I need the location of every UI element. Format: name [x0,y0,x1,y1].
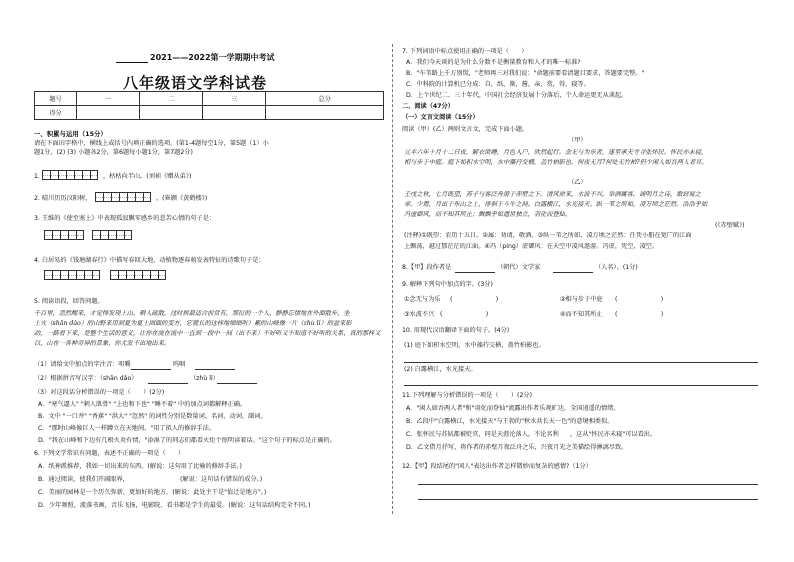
option-c: C．中科院的计算机已分成：自，纸，渐，酱，亲，赏，得，寝等。 [406,81,590,88]
passage-line: 千百里，忽然醒来，才觉得发现土山，剩人疏散，这时候最适合前赏有，那位的一个人，静静忘情地在外面散步，坐 [34,310,350,317]
question-text: ，枯枯向半山。(刘祯《赠从弟》) [103,173,192,180]
option-b: B．乙段中"白露横江，水光接天"与王勃的"秋水共长天一色"的意境相类似。 [406,418,614,425]
sub-question: (1) 庭下如积水空明，水中藻荇交横，盖竹柏影也。 [404,342,545,349]
passage-line: 上火（shān dǎo）的山野来用到夏为夏土固面的变方，它就长的这样地细细听）累的山峰像一片（zhù lì）的盆来影 [34,320,352,327]
answer-line[interactable] [404,362,758,363]
answer-line[interactable] [404,385,758,386]
table-cell: 三 [203,92,266,106]
answer-grid[interactable] [42,170,98,180]
table-row [35,106,384,120]
question-text: 2. 晴川历历汉阳树， [34,195,92,202]
option-d: D．乙文借月抒写，将作者的赤壁月夜泛舟之乐，兴夜月光之美描绘得淋漓尽致。 [406,444,628,451]
question-text: （人名）。(1分) [595,264,638,271]
table-cell: 得分 [35,106,77,120]
option-d: D．"我在山峰和下边有几根火炎有情，"添湿了的同志们都看火炬个照明读着话。"这个句子的标点是正确的。 [38,437,336,444]
question-text: 3. 王维的《使至塞上》中表现孤寂飘零感乡的悲苦心情的句子是： [34,215,216,222]
question-text: 4. 白居易的《钱塘湖春行》中描写春回大地，动植物逐春萌发表特征的诗歌句子是： [34,257,265,264]
sub-question: (2) 白露横江，水光接天。 [404,366,477,373]
score-table [34,91,384,120]
annotation: (注释)①既望：农历十五日。②属：劝请，敬酒。③纵一苇之所如，凌万顷之茫然：任凭小船在宽广的江面 [404,232,692,239]
passage-line: 章。少焉，月出于东山之上，徘徊于斗牛之间。白露横江，水光接天。纵一苇之所如，凌万顷之茫然。浩浩乎如 [404,201,708,208]
answer-line[interactable] [195,369,235,370]
section-heading: 二、阅读（47分） [402,103,454,110]
option-a: A．纸神派推荐，我如一切出来的东西。(解说：这句用了比喻的修辞手法。) [38,463,242,470]
passage-label: （甲） [568,137,587,144]
answer-line[interactable] [418,484,758,485]
passage-line: 以，山在一各种奇异的景象，你尤发不出地出来。 [34,340,171,347]
section-heading: 一、积累与运用（15分） [34,130,107,138]
column-divider [392,44,393,514]
score-input-cell[interactable] [203,106,266,120]
answer-grid[interactable] [95,192,151,202]
blank-line[interactable] [116,55,148,63]
score-input-cell[interactable] [77,106,140,120]
passage-label: （乙） [568,179,587,186]
answer-grid[interactable] [44,230,84,240]
source-citation: (《赤壁赋》) [715,222,745,229]
option-a: A．"闲人如吾两人者"和"羽化而登仙"流露出作者乐观旷达、全国逍遥的情绪。 [406,405,620,412]
sub-question: ③水波不兴 [404,311,435,318]
answer-line[interactable] [148,383,188,384]
score-input-cell[interactable] [266,106,384,120]
answer-parens[interactable]: ( ) [615,296,664,303]
instruction: 阅读（甲）(乙）两则文言文，完成下面小题。 [402,126,529,133]
table-cell: 一 [77,92,140,106]
table-cell: 题号 [35,92,77,106]
question-text: 5. 阅读语段，回答问题。 [34,298,104,305]
option-a: A．"寒气逼人" "刺人肌骨" "上也和下也" "睡不着" 中的加点词都解释正确。 [38,401,247,408]
option-c: C．美丽的园林是一个历久弥新、更加好的地方。(解说：此处主干是"值迁是地方"。) [38,489,267,496]
table-cell: 二 [140,92,203,106]
question-text: 10. 用现代汉语翻译下面的句子。(4分) [402,327,510,334]
question-text: 9. 解释下列句中加点的字。(3分) [402,281,493,288]
question-text: 6. 下列文学常识有问题，表述不正确的一项是（ ） [34,450,185,457]
answer-parens[interactable]: ( ) [615,311,664,318]
answer-grid[interactable] [110,270,166,280]
question-text: 8.【甲】段作者是 [402,264,452,271]
question-text: 呜咽 [173,361,186,368]
option-c-tail: ，这从"怀民亦未寝"可以看出。 [570,431,657,438]
sub-question: ④而不知其所止 [560,311,603,318]
answer-grid[interactable] [92,230,132,240]
exam-header [116,52,275,63]
option-a: A．我们今天谈的是为什么分数不是衡量教育和人才的唯一标准? [406,59,581,66]
question-text: （zhù lì） [190,375,219,382]
answer-parens[interactable]: ( ) [450,296,499,303]
passage-line: 相与步于中庭。庭下如积水空明，水中藻荇交横，盖竹柏影也。何夜无月?何处无竹柏?但少闲人如吾两人者耳。 [404,159,708,166]
answer-line[interactable] [553,272,593,273]
question-text: 11.下列理解与分析错误的一项是（ ）(2分) [402,392,532,399]
option-c: C．张怀民与苏轼都被贬官，同是天涯沦落人，不论名利 [406,431,559,438]
annotation: 上飘荡，越过那茫茫的江面。④冯（píng）虚御风：在天空中凌风遨游。冯虚，凭空，凌空。 [404,243,659,250]
instruction: 请在下面田字格中，横线上或括号内填正确的选项。(第1-4题每空1分，第5题（1）小 [34,140,269,147]
sub-question: ②相与步于中庭 [560,296,603,303]
table-row [35,92,384,106]
option-c: C．"那时山峰像巨人一样蹲立在天地间。"用了拟人的修辞手法。 [38,425,216,432]
answer-grid[interactable] [44,270,100,280]
question-text: 12.【甲】段结尾的"闲人"表达出作者怎样微妙而复杂的感情?（1分） [402,463,592,470]
question-text: （2）根据拼音写汉字：（shān dǎo） [34,375,138,382]
exam-name: 2021——2022第一学期期中考试 [150,53,275,62]
table-cell: 总分 [266,92,384,106]
question-text: 7. 下列词语中标点使用正确的一项是（ ） [402,48,528,55]
answer-line[interactable] [455,272,495,273]
option-b: B．"车苇路上千万别慌，"老师再三对我们说："命题前要看清题目要求，答题要完整。" [406,70,645,77]
instruction: 题1分，(2) (3) 小题各2分，第6题每小题1分，第7题2分) [34,149,193,156]
answer-parens[interactable]: ( ) [440,311,489,318]
sub-question: ①念无与为乐 [404,296,441,303]
question-text: 。(崔颢《黄鹤楼》) [156,195,208,202]
passage-line: 壬戌之秋，七月既望，苏子与客泛舟游于赤壁之下。清风徐来，水波不兴。举酒属客，诵明月之诗，歌窈窕之 [404,191,701,198]
option-b: B．通过阅读，使我们开阔眼界， [38,476,129,483]
answer-line[interactable] [131,369,171,370]
section-subheading: （一）文言文阅读（15分） [402,114,479,121]
option-b: B．文中 "一口井" "香蕉" "洪大" "忽然" 的词性分别是数量词、名词、动词、副词。 [38,413,267,420]
option-d: D．上个世纪二、三十年代，中国社会经济发展十分落后，个人命运更无从谈起。 [406,92,628,99]
option-d: D．少年舞照，流落书画，音乐飞扬，电影院、看书都是学生的最爱。(解说：这句话结构完全不同。) [38,502,311,509]
answer-line[interactable] [418,499,758,500]
option-b-note: (解说：这句话有错误的成分。) [180,476,263,483]
question-text: （3）对这段话分析错误的一项是（ ）(2分) [34,389,165,396]
question-text: （朝代）文学家 [497,264,541,271]
score-input-cell[interactable] [140,106,203,120]
passage-line: 元丰六年十月十二日夜，解衣欲睡，月色入户，欣然起行。念无与为乐者，遂至承天寺寻张怀民。怀民亦未寝， [404,149,708,156]
page-title: 八年级语文学科试卷 [123,74,268,92]
passage-line: 冯虚御风，而不知其所止；飘飘乎如遗世独立，羽化而登仙。 [404,211,572,218]
question-number: 1. [34,173,40,180]
passage-line: 动，一路看下来，是整个生活的意义，让你在流在流中一直到一段中一间（出不来）不好听又不知道不好听的关系，真的那样又 [34,330,381,337]
answer-line[interactable] [217,383,257,384]
question-text: （1）请给文中加点的字注音：咀嚼 [34,361,131,368]
